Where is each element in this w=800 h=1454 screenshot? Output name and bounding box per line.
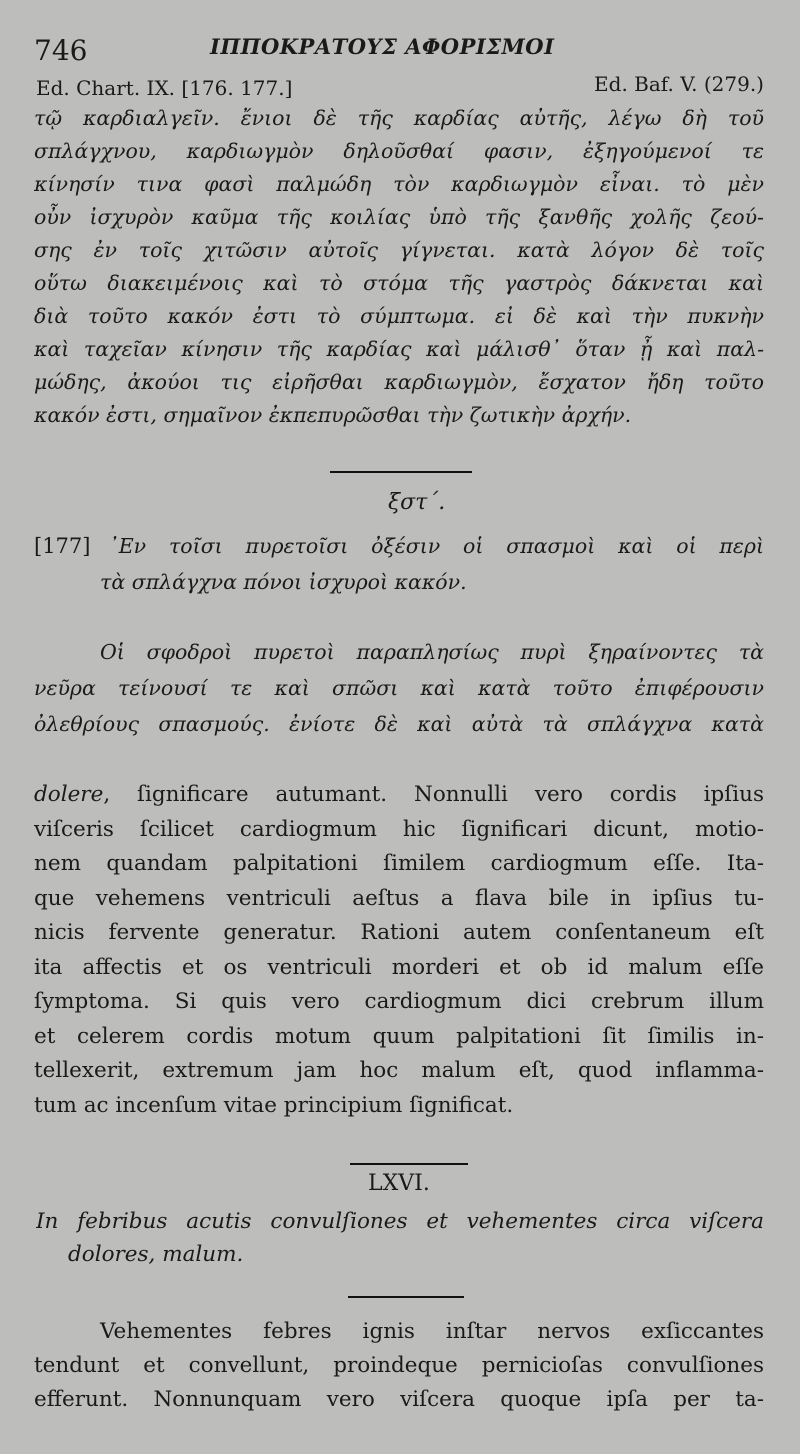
latin-commentary-block [34,1315,764,1417]
running-title: ΙΠΠΟΚΡΑΤΟΥΣ ΑΦΟΡΙΣΜΟΙ [210,34,555,59]
page-number: 746 [34,34,88,67]
text-line: tendunt et convellunt, proindeque pernicioſas convulſiones [34,1353,764,1378]
section-divider [330,471,472,473]
section-divider [350,1163,468,1165]
greek-aphorism [34,528,764,600]
text-line: Οἱ σφοδροὶ πυρετοὶ παραπλησίως πυρὶ ξηραίνοντες τὰ [100,640,764,664]
text-line: οὖν ἰσχυρὸν καῦμα τῆς κοιλίας ὑπὸ τῆς ξανθῆς χολῆς ζεού- [34,205,764,229]
text-line: ſymptoma. Si quis vero cardiogmum dici crebrum illum [34,989,764,1014]
latin-section-number: LXVI. [368,1171,430,1196]
text-line: καὶ ταχεῖαν κίνησιν τῆς καρδίας καὶ μάλισθ᾽ ὅταν ᾖ καὶ παλ- [34,337,764,361]
text-line: διὰ τοῦτο κακόν ἐστι τὸ σύμπτωμα. εἰ δὲ καὶ τὴν πυκνὴν [34,304,764,328]
text-line: ita affectis et os ventriculi morderi et ob id malum eſſe [34,954,764,980]
text-line: οὕτω διακειμένοις καὶ τὸ στόμα τῆς γαστρὸς δάκνεται καὶ [34,271,764,295]
edition-reference-left: Ed. Chart. IX. [176. 177.] [36,76,293,100]
text-line: τὰ σπλάγχνα πόνοι ἰσχυροὶ κακόν. [100,570,467,594]
text-line: nicis fervente generatur. Rationi autem conſentaneum eſt [34,920,764,945]
latin-commentary-block [34,778,764,1123]
text-line: que vehemens ventriculi aeſtus a flava bile in ipſius tu- [34,885,764,911]
text-line: viſceris ſcilicet cardiogmum hic ſignificari dicunt, motio- [34,816,764,842]
text-line: et celerem cordis motum quum palpitationi ſit ſimilis in- [34,1023,764,1049]
greek-commentary-block [34,634,764,742]
text-line: νεῦρα τείνουσί τε καὶ σπῶσι καὶ κατὰ τοῦτο ἐπιφέρουσιν [34,676,764,700]
aphorism-reference: [177] [34,534,91,558]
text-line [34,528,764,564]
text-line: σης ἐν τοῖς χιτῶσιν αὐτοῖς γίγνεται. κατὰ λόγον δὲ τοῖς [34,238,764,262]
greek-section-number: ξστ΄. [388,490,446,515]
text-line [34,778,764,813]
text-line: dolores, malum. [68,1242,244,1267]
text-line: κίνησίν τινα φασὶ παλμώδη τὸν καρδιωγμὸν εἶναι. τὸ μὲν [34,172,764,196]
text-fragment: , ſignificare autumant. Nonnulli vero cordis ipſius [103,782,764,807]
greek-commentary-block [34,102,764,432]
text-line: tellexerit, extremum jam hoc malum eſt, quod inflamma- [34,1058,764,1083]
text-line: In febribus acutis convulſiones et vehementes circa viſcera [36,1209,764,1234]
text-line: κακόν ἐστι, σημαῖνον ἐκπεπυρῶσθαι τὴν ζωτικὴν ἀρχήν. [34,403,632,427]
text-line: efferunt. Nonnunquam vero viſcera quoque ipſa per ta- [34,1387,764,1412]
italic-word: dolere [34,782,104,807]
text-line: τῷ καρδιαλγεῖν. ἔνιοι δὲ τῆς καρδίας αὐτῆς, λέγω δὴ τοῦ [34,106,764,130]
text-line: σπλάγχνου, καρδιωγμὸν δηλοῦσθαί φασιν, ἐξηγούμενοί τε [34,139,764,163]
text-line: nem quandam palpitationi ſimilem cardiogmum eſſe. Ita- [34,851,764,876]
aphorism-text: ᾽Εν τοῖσι πυρετοῖσι ὀξέσιν οἱ σπασμοὶ καὶ οἱ περὶ [108,534,764,558]
text-line: μώδης, ἀκούοι τις εἰρῆσθαι καρδιωγμὸν, ἔσχατον ἤδη τοῦτο [34,370,764,394]
text-line: Vehementes febres ignis inſtar nervos exſiccantes [100,1319,764,1344]
edition-reference-right: Ed. Baf. V. (279.) [594,72,764,96]
latin-aphorism [36,1205,764,1271]
section-divider [348,1296,464,1298]
text-line: tum ac incenſum vitae principium ſignificat. [34,1092,514,1118]
text-line: ὀλεθρίους σπασμούς. ἐνίοτε δὲ καὶ αὐτὰ τὰ σπλάγχνα κατὰ [34,712,764,736]
